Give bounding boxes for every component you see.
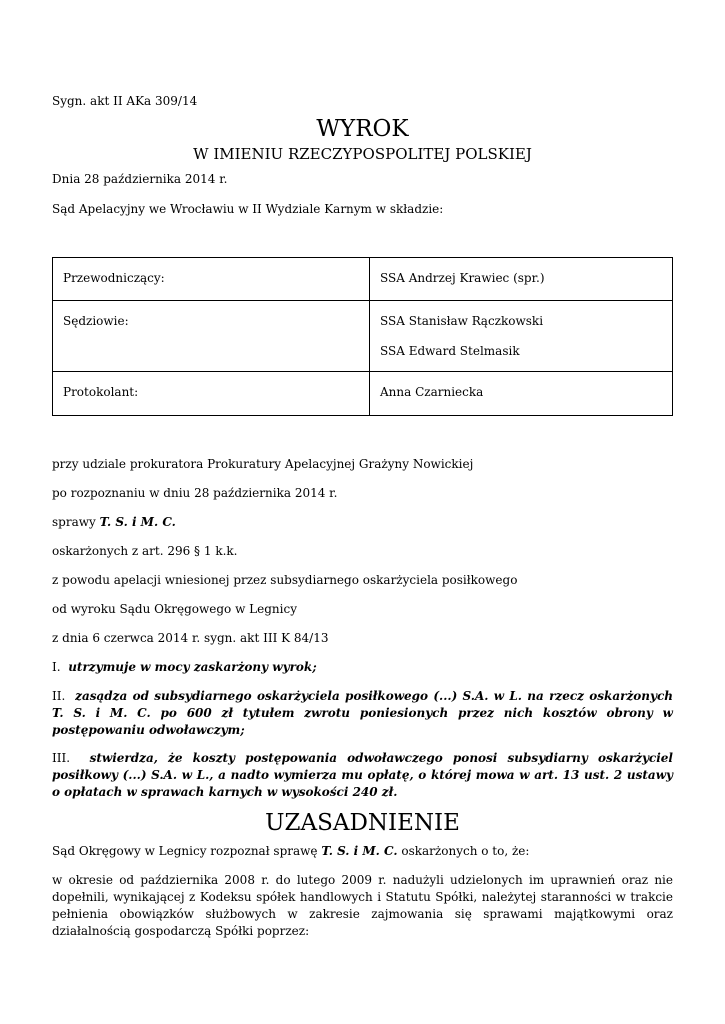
role-clerk: Protokolant: (63, 385, 139, 399)
ruling-number: III. (52, 751, 71, 765)
judgment-line: od wyroku Sądu Okręgowego w Legnicy (52, 602, 297, 616)
ruling-3 (52, 750, 673, 801)
charge-line: oskarżonych z art. 296 § 1 k.k. (52, 544, 238, 558)
court-composition-table (52, 257, 673, 416)
member-chairman: SSA Andrzej Krawiec (spr.) (380, 271, 545, 285)
case-prefix: sprawy (52, 515, 100, 529)
hearing-line: po rozpoznaniu w dniu 28 października 2014 r. (52, 486, 338, 500)
member-judge-2: SSA Edward Stelmasik (380, 344, 520, 358)
table-row (53, 258, 673, 301)
role-judges: Sędziowie: (63, 314, 129, 328)
table-row (53, 372, 673, 416)
intro-suffix: oskarżonych o to, że: (397, 844, 530, 858)
justification-heading: UZASADNIENIE (265, 810, 460, 836)
case-signature: Sygn. akt II AKa 309/14 (52, 94, 198, 108)
member-judge-1: SSA Stanisław Rączkowski (380, 314, 544, 328)
intro-prefix: Sąd Okręgowy w Legnicy rozpoznał sprawę (52, 844, 322, 858)
ruling-text: stwierdza, że koszty postępowania odwoławczego ponosi subsydiarny oskarżyciel posiłkowy (...) S.A. w L., a nadto wymierza mu opłatę, o której mowa w art. 13 ust. 2 ustawy o opłatach w sprawach karnych w wysokości 240 zł. (52, 751, 673, 799)
ruling-text: utrzymuje w mocy zaskarżony wyrok; (68, 660, 317, 674)
role-chairman: Przewodniczący: (63, 271, 165, 285)
prosecutor-line: przy udziale prokuratora Prokuratury Apelacyjnej Grażyny Nowickiej (52, 457, 474, 471)
justification-paragraph: w okresie od października 2008 r. do lutego 2009 r. nadużyli udzielonych im uprawnień oraz nie dopełnili, wynikającej z Kodeksu spółek handlowych i Statutu Spółki, należytej staranności w trakcie pełnienia obowiązków służbowych w zakresie zajmowania się sprawami majątkowymi oraz działalnością gospodarczą Spółki poprzez: (52, 873, 673, 938)
member-clerk: Anna Czarniecka (380, 385, 484, 399)
ruling-2 (52, 688, 673, 739)
court-line: Sąd Apelacyjny we Wrocławiu w II Wydziale Karnym w składzie: (52, 202, 444, 216)
appeal-line: z powodu apelacji wniesionej przez subsydiarnego oskarżyciela posiłkowego (52, 573, 518, 587)
ruling-text: zasądza od subsydiarnego oskarżyciela posiłkowego (...) S.A. w L. na rzecz oskarżonych T. S. i M. C. po 600 zł tytułem zwrotu poniesionych przez nich kosztów obrony w postępowaniu odwoławczym; (52, 689, 673, 737)
case-line (52, 514, 176, 531)
document-subtitle: W IMIENIU RZECZYPOSPOLITEJ POLSKIEJ (193, 145, 532, 163)
judgment-date-line: z dnia 6 czerwca 2014 r. sygn. akt III K 84/13 (52, 631, 329, 645)
ruling-number: II. (52, 689, 66, 703)
intro-names: T. S. i M. C. (321, 844, 398, 858)
date-line: Dnia 28 października 2014 r. (52, 172, 228, 186)
justification-intro (52, 843, 529, 860)
table-row (53, 301, 673, 372)
ruling-number: I. (52, 660, 61, 674)
ruling-1 (52, 659, 673, 676)
document-title: WYROK (316, 116, 409, 142)
case-names: T. S. i M. C. (99, 515, 176, 529)
